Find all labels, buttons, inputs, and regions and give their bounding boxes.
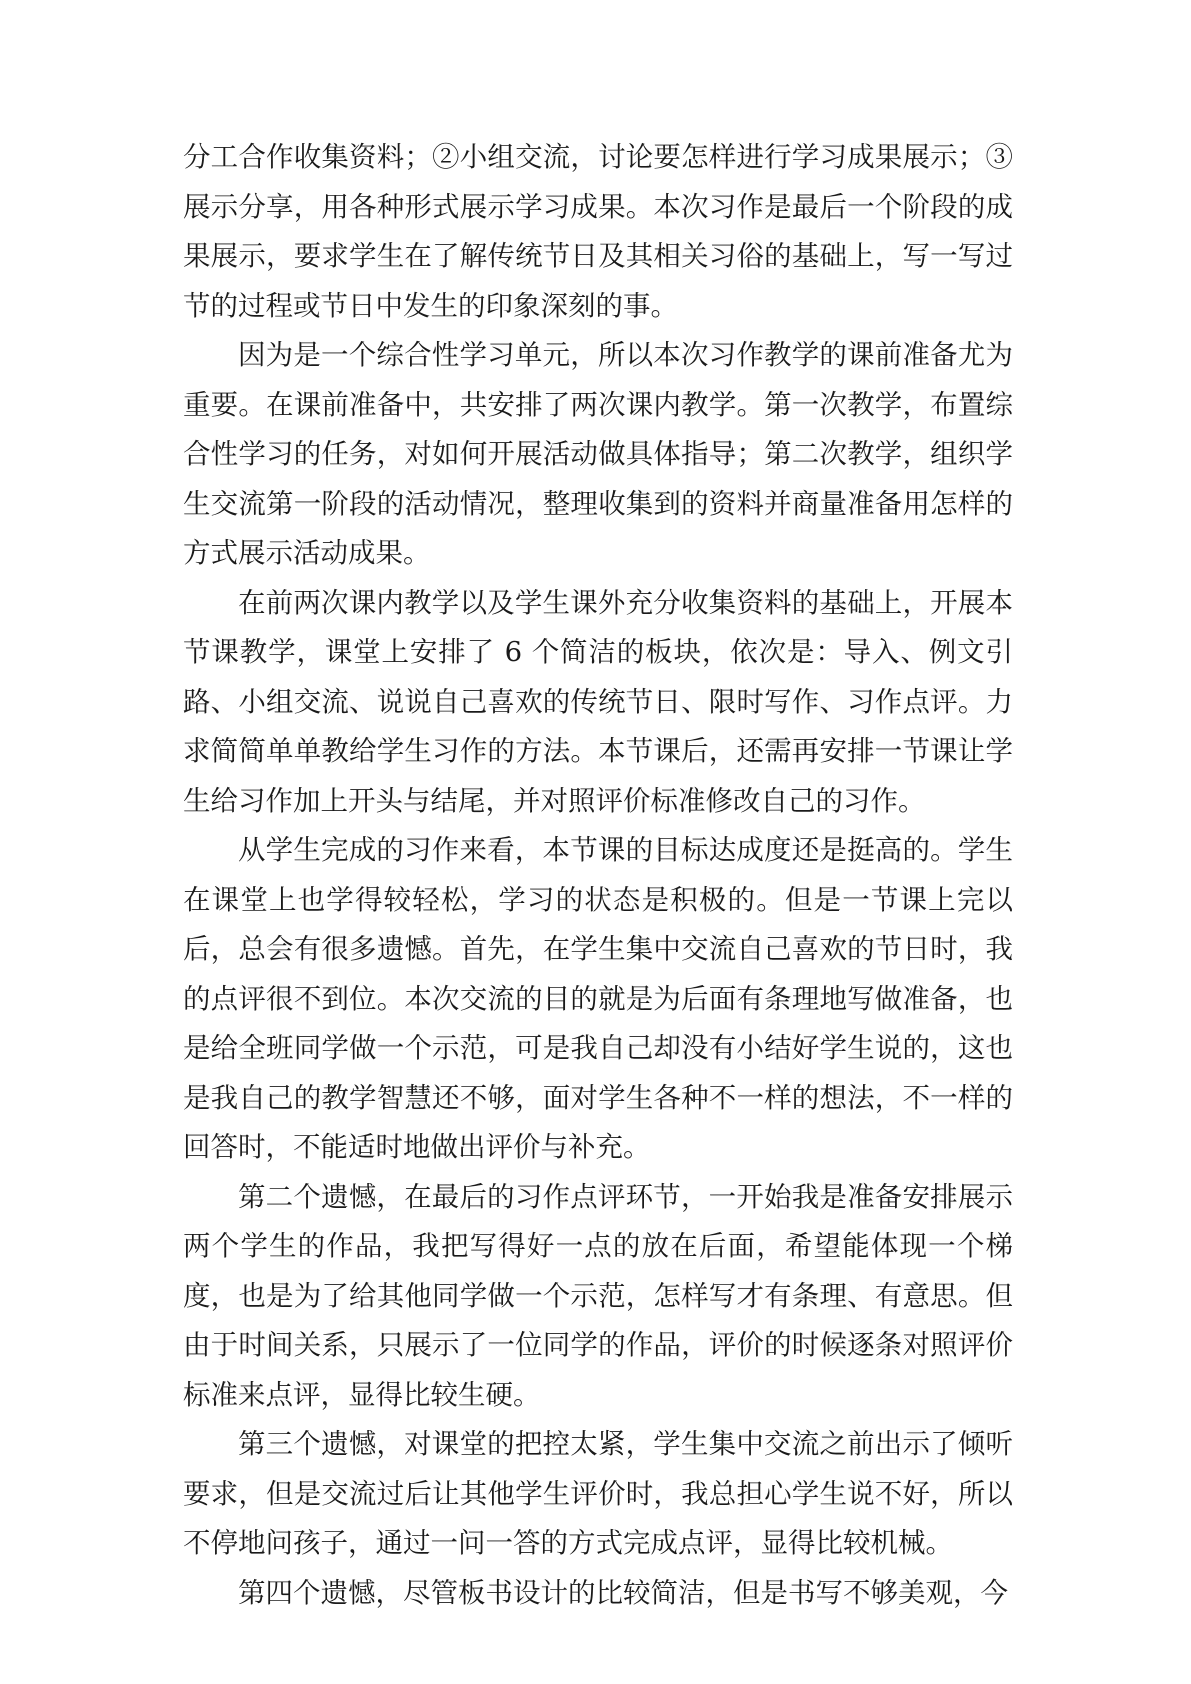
paragraph: 因为是一个综合性学习单元，所以本次习作教学的课前准备尤为重要。在课前准备中，共安排了两次课内教学。第一次教学，布置综合性学习的任务，对如何开展活动做具体指导；第二次教学，组织学生交流第一阶段的活动情况，整理收集到的资料并商量准备用怎样的方式展示活动成果。 [183,339,1013,569]
paragraph: 第三个遗憾，对课堂的把控太紧，学生集中交流之前出示了倾听要求，但是交流过后让其他学生评价时，我总担心学生说不好，所以不停地问孩子，通过一问一答的方式完成点评，显得比较机械。 [183,1428,1013,1559]
paragraph: 在前两次课内教学以及学生课外充分收集资料的基础上，开展本节课教学，课堂上安排了 6 个简洁的板块，依次是：导入、例文引路、小组交流、说说自己喜欢的传统节日、限时写作、习作点评。力求简简单单教给学生习作的方法。本节课后，还需再安排一节课让学生给习作加上开头与结尾，并对照评价标准修改自己的习作。 [183,586,1013,817]
paragraph: 从学生完成的习作来看，本节课的目标达成度还是挺高的。学生在课堂上也学得较轻松，学习的状态是积极的。但是一节课上完以后，总会有很多遗憾。首先，在学生集中交流自己喜欢的节日时，我的点评很不到位。本次交流的目的就是为后面有条理地写做准备，也是给全班同学做一个示范，可是我自己却没有小结好学生说的，这也是我自己的教学智慧还不够，面对学生各种不一样的想法，不一样的回答时，不能适时地做出评价与补充。 [183,834,1013,1163]
paragraph: 分工合作收集资料；②小组交流，讨论要怎样进行学习成果展示；③展示分享，用各种形式展示学习成果。本次习作是最后一个阶段的成果展示，要求学生在了解传统节日及其相关习俗的基础上，写一写过节的过程或节日中发生的印象深刻的事。 [183,141,1013,322]
document-body [183,133,1013,1618]
paragraph: 第二个遗憾，在最后的习作点评环节，一开始我是准备安排展示两个学生的作品，我把写得好一点的放在后面，希望能体现一个梯度，也是为了给其他同学做一个示范，怎样写才有条理、有意思。但由于时间关系，只展示了一位同学的作品，评价的时候逐条对照评价标准来点评，显得比较生硬。 [183,1180,1013,1411]
paragraph: 第四个遗憾，尽管板书设计的比较简洁，但是书写不够美观，今 [238,1576,1008,1609]
